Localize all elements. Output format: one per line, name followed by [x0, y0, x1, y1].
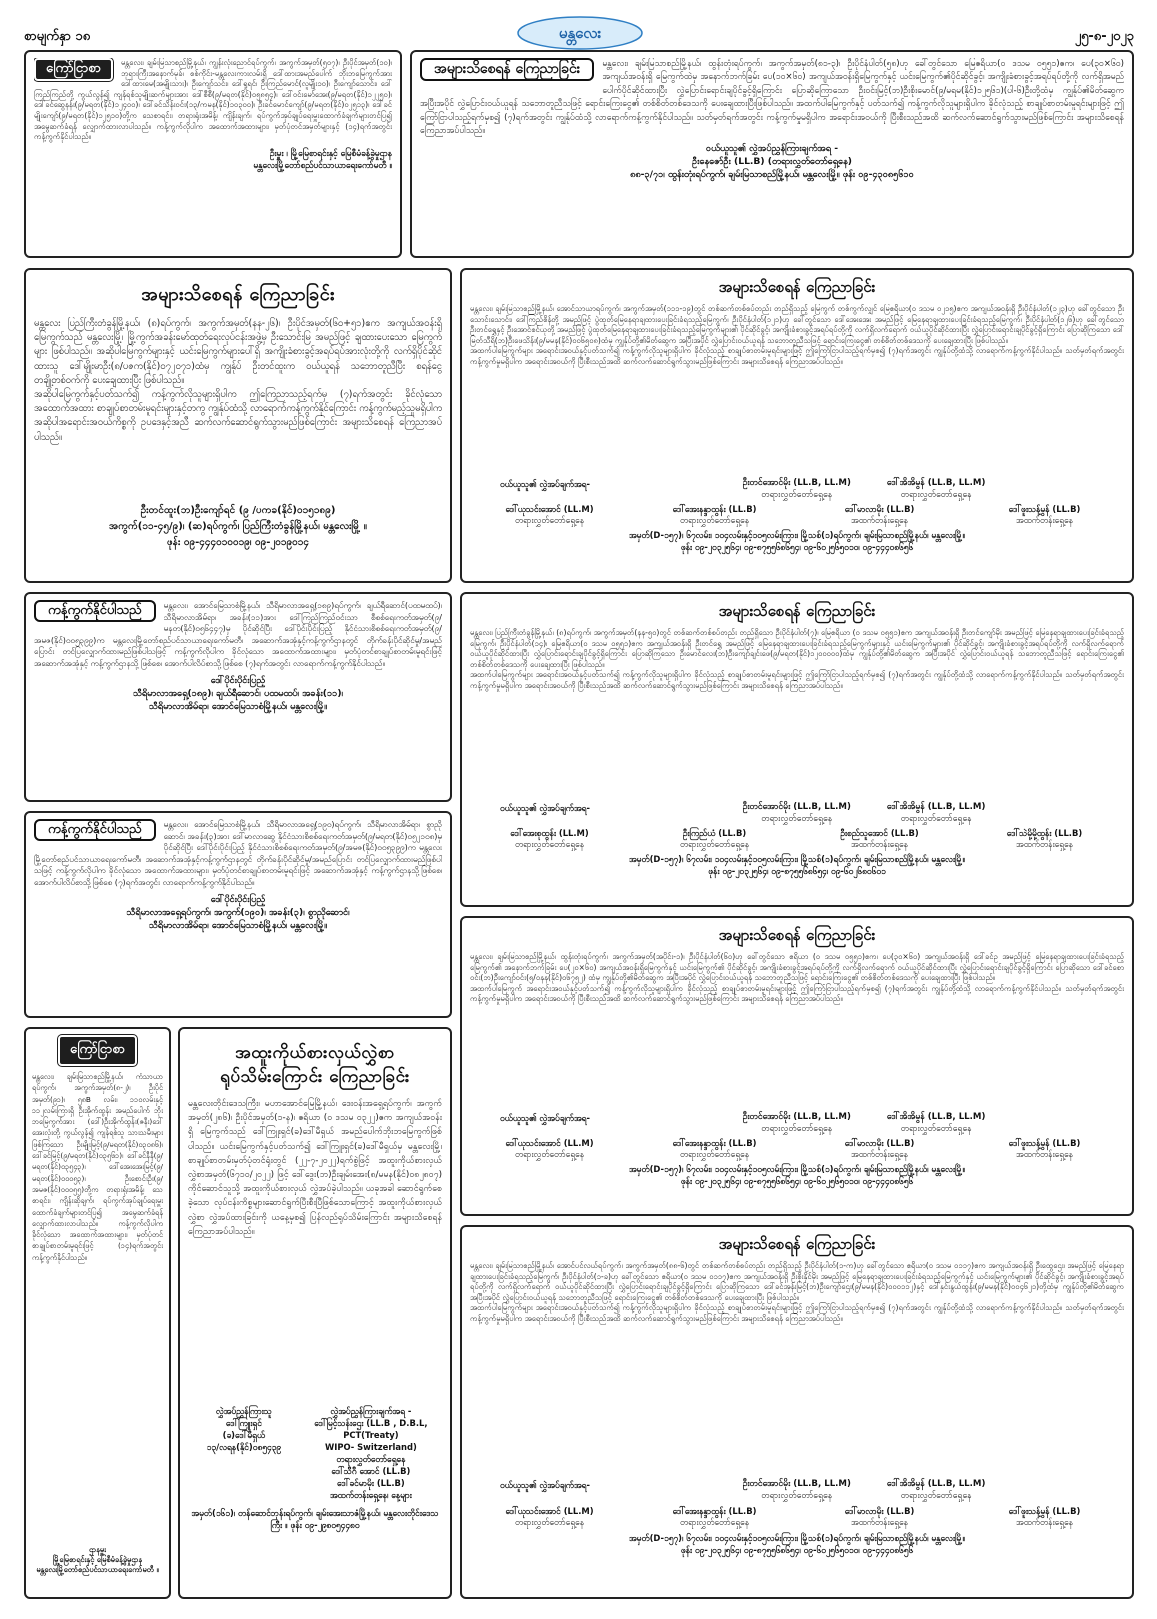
logo-text: မန္တလေး	[558, 24, 602, 42]
newspaper-logo	[516, 14, 644, 52]
notice-body: မန္တလေးတိုင်းဒေသကြီး၊ မဟာအောင်မြေမြို့နယ်၊ ဒေးဝန်းအရှေ့ရပ်ကွက်၊ အကွက်အမှတ်(၂၈၆)၊ ဦးပိုင်အမှတ်(၁-န)၊ ဧရိယာ (၀ ဒသမ ၀၃၂၂)ဧက အကျယ်အဝန်းရှိ မြေကွက်သည် ဒေါ်ကြူးရှင်(ခ)ဒေါ်မီရှယ် အမည်ပေါက်ဘိုးဘမြေကွက်ဖြစ်ပါသည်။ ယင်းမြေကွက်နှင့်ပတ်သက်၍ ဒေါ်ကြူးရှင်(ခ)ဒေါ်မီရှယ်မှ မန္တလေးမြို့၊ စာချုပ်စာတမ်းမှတ်ပုံတင်ရုံးတွင် (၂၂-၇-၂၀၂၂)ရက်စွဲဖြင့် အထူးကိုယ်စားလှယ်လွှဲစာအမှတ်(၆၇၁၀/၂၀၂၂) ဖြင့် ဒေါ်ဒွေး(ဘ)ဦးချမ်းအေး(၈/မမန(နိုင်)၀၈၂၈၀၇) ကိုင်ဆောင်သူသို့ အထူးကိုယ်စားလှယ် လွှဲအပ်ခဲ့ပါသည်။ ယခုအခါ ဆောင်ရွက်စေခဲ့သော လုပ်ငန်းကိစ္စများဆောင်ရွက်ပြီးစီးပြီဖြစ်သောကြောင့် အထူးကိုယ်စားလှယ်လွှဲစာ လွှဲအပ်ထားခြင်းကို ယနေ့မှစ၍ ပြန်လည်ရုပ်သိမ်းကြောင်း အများသိစေရန် ကြေညာအပ်ပါသည်။	[188, 1099, 442, 1237]
notice-signature-org: မန္တလေးမြို့တော်စည်ပင်သာယာရေးကော်မတီ ။	[253, 159, 392, 170]
notice-title: အများသိစေရန် ကြေညာခြင်း	[141, 284, 335, 305]
notice-public-announcement-2	[410, 50, 1134, 258]
signature-phone: ဖုန်း ၀၉-၄၄၄၀၁၀၀၁၉၊ ၀၉-၂၀၁၉၀၁၄	[166, 537, 310, 548]
lawyer-name: ဒေါ်ဖူးသန့်မွန် (LL.B)	[1008, 1506, 1081, 1516]
notice-signature-org: မန္တလေးမြို့တော်စည်ပင်သာယာရေးကော်မတီ ။	[36, 1565, 159, 1574]
lawyer-role: တရားလွှတ်တော်ရှေ့နေ	[761, 489, 833, 500]
lawyer-role: အထက်တန်းရှေ့နေ	[1016, 1149, 1073, 1159]
lawyer-name: ဦးတင်အောင်မိုး (LL.B, LL.M)	[742, 802, 851, 812]
lawyer-role: အထက်တန်းရှေ့နေ	[1016, 515, 1073, 525]
notice-body: မန္တလေး၊ ချမ်းမြသာစည်မြို့နယ်၊ အောင်သာယာရပ်ကွက်၊ အကွက်အမှတ်(၁၁၁-၁၉)တွင် တစ်ဆက်တစ်စပ်တည်း တည်ရှိသည့် မြေကွက် တစ်ကွက်လျှင် မြေဧရိယာ(၀ ဒသမ ၀၂၁၅)ဧက အကျယ်အဝန်းရှိ ဦးပိုင်နံပါတ်(၁၂၃)ဟု ခေါ်တွင်သော ဦးသောင်းသောင်း၊ ဒေါ်ကြည်စိန်တို့ အမည်ဖြင့် ပွဲထုတ်မြေနေရာချထားပေးခြင်းခံရသည့်မြေကွက်၊ ဦးပိုင်နံပါတ်(၁၂၁)ဟု ခေါ်တွင်သော ဒေါ်အေးအေး အမည်ဖြင့် မြေနေရာချထားပေးခြင်းခံရသည့်မြေကွက်၊ ဦးပိုင်နံပါတ်(၁၂၆)ဟု ခေါ်တွင်သော ဦးတင်ရွှေနှင့် ဦးအောင်စင်ယုတို့ အမည်ဖြင့် ပွဲထုတ်မြေနေရာချထားပေးခြင်းခံရသည့်မြေကွက်များ၏ ပိုင်ဆိုင်ခွင့်၊ အကျိုးခံစားခွင့်အရပ်ရပ်တို့ကို လက်ရှိလက်ရောက် ဝယ်ယူပိုင်ဆိုင်ထားပြီး လွှဲပြောင်းရောင်းချပိုင်ခွင့်ရှိကြောင်း ပြောဆိုကြသော ဒေါ်မြတ်သီရိ(ဘ)ဦးဖေသိန်း(၉/မမန(နိုင်)၀၀၆၅၀၈)ထံမှ ကျွန်ုပ်တို့၏မိတ်ဆွေက အပြီးအပိုင် လွှဲပြောင်းဝယ်ယူရန် သဘောတူညီသဖြင့် ရောင်းကြေးငွေ၏ တစ်စိတ်တစ်ဒေသကို ပေးချေထားပြီး ဖြစ်ပါသည်။ အထက်ပါမြေကွက်များ အရောင်းအဝယ်နှင့်ပတ်သက်၍ ကန့်ကွက်လိုသူများရှိပါက ခိုင်လုံသည့် စာချုပ်စာတမ်းမူရင်းများဖြင့် ဤကြော်ငြာပါသည့်ရက်မှစ၍ (၇)ရက်အတွင်း ကျွန်ုပ်တို့ထံသို့ လာရောက်ကန့်ကွက်နိုင်ပါသည်။ သတ်မှတ်ရက်အတွင်း ကန့်ကွက်မှုမရှိပါက အရောင်းအဝယ်ကို ပြီးစီးသည်အထိ ဆက်လက်ဆောင်ရွက်သွားမည်ဖြစ်ကြောင်း အများသိစေရန် ကြေညာအပ်ပါသည်။	[470, 304, 1124, 366]
notice-title: အများသိစေရန် ကြေညာခြင်း	[718, 278, 876, 296]
lawyer-role: တရားလွှတ်တော်ရှေ့နေ	[514, 1517, 585, 1527]
lawyer-role: တရားလွှတ်တော်ရှေ့နေ	[761, 1490, 833, 1501]
lawyer-name-2: ဒေါ်သီဂီ အောင် (LL.B)	[331, 1466, 411, 1476]
lawyer-name: ဒေါ်သဲမို့မို့ထွန်း (LL.B)	[1006, 828, 1083, 838]
lawyer-name: ဒေါ်မာလာမိုး (LL.B)	[844, 1506, 915, 1516]
lawyer-name: ဒေါ်အိအိမွန် (LL.B, LL.M)	[886, 802, 986, 812]
lawyer-name: ဒေါ်အေးစုထွန်း (LL.M)	[510, 828, 589, 838]
notice-body: မန္တလေး၊ ချမ်းမြသာစည်မြို့နယ်၊ ကျွန်းလုံးညောင်ရပ်ကွက်၊ အကွက်အမှတ်(၅၀၇)၊ ဦးပိုင်အမှတ်(၁၀)၊ ဘုရားကြီးအနောက်မုခ်၊ စစ်ကိုင်း-မန္တလေးကားလမ်းရှိ ဒေါ်ထားအမည်ပေါက် ဘိုးဘမြေကွက်အား ဒေါ်ထားမေ(အမျိုးသား)၊ ဦးကျော်သင်း၊ ဒေါ်ရှုရင်၊ ဦးကြည်မောင်(လူမျိုး၁၀)၊ ဦးကျော်သောင်း၊ ဒေါ်ကြည်ကြည်တို့ ကွယ်လွန်၍ ကျန်ရစ်သူမျိုးဆက်များအား ဒေါ်စီစီ(၉/မရတ(နိုင်)၀၅၈၅၄)၊ ဒေါ်ဝင်းမော်အေး(၉/မရတ(နိုင်)၁၂၂၅၀)၊ ဒေါ်ခင်ဆွေနန်း(၉/မရတ(နိုင်)၁၂၄၀၀)၊ ဒေါ်ခင်သိန်းဝင်း(၁၃/ကမန(နိုင်)၁၀၃၀၀)၊ ဦးခင်မောင်ကျော်(၉/မရတ(နိုင်)၀၂၅၁၃)၊ ဒေါ်ခင်မျိုးကျော်(၉/မရတ(နိုင်)၁၂၅၁၀)တို့က သေစာရင်း၊ တရားရုံးအမိန့်၊ ကျိန်းချက်၊ ရပ်ကွက်အုပ်ချုပ်ရေးမှူးထောက်ခံချက်များတင်ပြ၍ အမွေဆက်ခံရန် လျှောက်ထားလာပါသည်။ ကန့်ကွက်လိုပါက အထောက်အထားများ၊ မှတ်ပုံတင်အမှတ်များနှင့် (၁၄)ရက်အတွင်း ကန့်ကွက်နိုင်ပါသည်။	[34, 58, 392, 142]
office-address: အမှတ်(D-၁၅၇)၊ ၆၇လမ်း၊ ၁၀၄လမ်းနှင့်၁၀၅လမ်းကြား၊ မြို့သစ်(၁)ရပ်ကွက်၊ ချမ်းမြသာစည်မြို့နယ်၊ မန္တလေးမြို့။	[628, 530, 966, 540]
lawyer-name: ဒေါ်မာလာမိုး (LL.B)	[844, 1138, 915, 1148]
lawyer-name: ဒေါ်ယုသင်းအောင် (LL.M)	[505, 1506, 594, 1516]
signature-address-2: သီရိမာလာအိမ်ရာ၊ အောင်မြေသာစံမြို့နယ်၊ မန္တလေးမြို့။	[148, 919, 328, 931]
lawyer-role: တရားလွှတ်တော်ရှေ့နေ	[679, 1517, 750, 1527]
principal-id: ၁၃/လရန(နိုင်)၀၈၅၄၃၉	[206, 1442, 282, 1452]
page-header	[24, 18, 1134, 54]
lawyer-qualification-1: PCT(Treaty)	[343, 1430, 399, 1440]
notice-revocation-10	[178, 1027, 452, 1599]
lawyer-role: တရားလွှတ်တော်ရှေ့နေ	[679, 1149, 750, 1159]
lawyer-role-2: အထက်တန်းရှေ့နေ၊ နေ့များ	[329, 1490, 412, 1500]
notice-tag: ကြော်ငြာစာ	[58, 1035, 137, 1066]
lawyer-lead: လွှဲအပ်ညွှန်ကြားချက်အရ -	[330, 1406, 412, 1416]
lawyer-name: ဒေါ်အိအိမွန် (LL.B, LL.M)	[886, 1112, 986, 1122]
signature-lead: ဝယ်ယူသူ၏ လွှဲအပ်ချက်အရ-	[500, 1480, 590, 1490]
lawyer-name: ဒေါ်အေးနန္ဒာထွန်း (LL.B)	[672, 1138, 757, 1148]
notice-signature: ဌာနမှူး	[88, 1545, 107, 1554]
notice-public-announcement-8	[460, 916, 1134, 1216]
signature-address-1: သီရိမာလာအရှေ့(၁၈၉)၊ ချယ်ရီဆောင်၊ ပထမထပ်၊ အခန်း(၁၁)၊	[133, 687, 343, 699]
signature-address: ၈၈-၃/၇၁၊ ထွန်းတုံးရပ်ကွက်၊ ချမ်းမြသာစည်မြို့နယ်၊ မန္တလေးမြို့။ ဖုန်း ၀၉-၄၃၀၈၅၆၁၀	[630, 169, 914, 181]
lawyer-name: ဒေါ်ယုသင်းအောင် (LL.M)	[505, 504, 594, 514]
notice-body: မန္တလေး၊ အောင်မြေသာစံမြို့နယ်၊ သီရိမာလာအရှေ့(၁၉၀)ရပ်ကွက်၊ သီရိမာလာအိမ်ရာ၊ စွာညိုဆောင်၊ အခန်း(၃)အား ဒေါ်မာလာဆွေ နိုင်ငံသားစိစစ်ရေးကတ်အမှတ်(၉/မရတ(နိုင်)၀၅၂၁၀၈)မှ ပိုင်ဆိုင်ပြီး ဒေါ်ပိုင်းပိုင်းပြည့် နိုင်ငံသားစိစစ်ရေးကတ်အမှတ်(၉/အမဇ(နိုင်)၀၀၅၃၉၉)က မန္တလေးမြို့တော်စည်ပင်သာယာရေးကော်မတီ၊ အဆောက်အအုံနှင့်ကန့်ကွက်ဌာနတွင် တိုက်ခန်းပိုင်ဆိုင်မှု/အမည်ပြောင်း တင်ပြလျှောက်ထားမည်ဖြစ်ပါသဖြင့် ကန့်ကွက်လိုပါက ခိုင်လုံသော အထောက်အထားများ၊ မှတ်ပုံတင်စာချုပ်စာတမ်းမူရင်းဖြင့် အဆောက်အအုံနှင့် ကန့်ကွက်ဌာနသို့ဖြစ်စေ၊ အောက်ပါလိပ်စာသို့ဖြစ်စေ (၇)ရက်အတွင်း လာရောက်ကန့်ကွက်နိုင်ပါသည်။	[34, 819, 442, 887]
lawyer-role: တရားလွှတ်တော်ရှေ့နေ	[514, 515, 585, 525]
principal-lead: လွှဲအပ်ညွှန်ကြားသူ	[215, 1406, 272, 1416]
notice-title: အများသိစေရန် ကြေညာခြင်း	[718, 602, 876, 620]
principal-alias: (ခ)ဒေါ်မီရှယ်	[222, 1430, 266, 1440]
notice-public-announcement-4	[460, 268, 1134, 583]
signature-address: အကွက်(၁၁-၄၅/၉)၊ (ဆ)ရပ်ကွက်၊ ပြည်ကြီးတံခွန်မြို့နယ်၊ မန္တလေးမြို့ ။	[109, 521, 367, 532]
lawyer-name-3: ဒေါ်ခင်မာမိုး (LL.B)	[337, 1478, 405, 1488]
signature-lead: ဝယ်ယူသူ၏ လွှဲအပ်ညွှန်ကြားချက်အရ -	[705, 143, 839, 155]
office-address: အမှတ်(D-၁၅၇)၊ ၆၇လမ်း၊ ၁၀၄လမ်းနှင့်၁၀၅လမ်းကြား၊ မြို့သစ်(၁)ရပ်ကွက်၊ ချမ်းမြသာစည်မြို့နယ်၊ မန္တလေးမြို့။	[628, 1164, 966, 1174]
lawyer-name: ဒေါ်အေးနန္ဒာထွန်း (LL.B)	[672, 504, 757, 514]
signature-lead: ဝယ်ယူသူ၏ လွှဲအပ်ချက်အရ-	[500, 803, 590, 813]
issue-date: ၂၅-၈-၂၀၂၃	[1074, 29, 1134, 44]
principal-name: ဒေါ်ကြူးရှင်	[225, 1418, 262, 1428]
lawyer-name: ဒေါ်ဖူးသန့်မွန် (LL.B)	[1008, 504, 1081, 514]
signature-lead: ဝယ်ယူသူ၏ လွှဲအပ်ချက်အရ-	[500, 479, 590, 489]
lawyer-role: အထက်တန်းရှေ့နေ	[1016, 839, 1073, 849]
office-address: အမှတ်(D-၁၅၇)၊ ၆၇လမ်း၊ ၁၀၄လမ်းနှင့်၁၀၅လမ်းကြား၊ မြို့သစ်(၁)ရပ်ကွက်၊ ချမ်းမြသာစည်မြို့နယ်၊ မန္တလေးမြို့။	[628, 1533, 966, 1543]
notice-body: မန္တလေး၊ ချမ်းမြသာစည်မြို့နယ်၊ အောင်ပင်လယ်ရပ်ကွက်၊ အကွက်အမှတ်(၈၈-၆)တွင် တစ်ဆက်တစ်စပ်တည်း တည်ရှိသည့် ဦးပိုင်နံပါတ်(၁-က)ဟု ခေါ်တွင်သော ဧရိယာ(၀ ဒသမ ၀၁၁၇)ဧက အကျယ်အဝန်းရှိ ဦးထွေဌေး၊ အမည်ဖြင့် မြေနေရာချထားပေးခြင်းခံရသည့်မြေကွက်၊ ဦးပိုင်နံပါတ်(၁-ခ)ဟု ခေါ်တွင်သော ဧရိယာ(၀ ဒသမ ၀၁၁၇)ဧက အကျယ်အဝန်းရှိ ဦးစိုးနိုင်မိုး အမည်ဖြင့် မြေနေရာချထားပေးခြင်းခံရသည့်မြေကွက်နှင့် ယင်းမြေကွက်များ၏ ပိုင်ဆိုင်ခွင့်၊ အကျိုးခံစားခွင့်အရပ်ရပ်တို့ကို လက်ရှိလက်ရောက် ဝယ်ယူပိုင်ဆိုင်ထားပြီး လွှဲပြောင်းရောင်းချပိုင်ခွင့်ရှိကြောင်း ပြောဆိုကြသော ဒေါ်ခင်အုန်းမြင့်(ဘ)ဦးကျော်ဌေး(၉/မမန(နိုင်)၀၀၀၁၁၂)နှင့် ဒေါ်နှင်းနွယ်ထွန်း(၉/မမန(နိုင်)၀၀၄၆၂၁)တို့ထံမှ ကျွန်ုပ်တို့၏မိတ်ဆွေက အပြီးအပိုင် လွှဲပြောင်းဝယ်ယူရန် သဘောတူညီသဖြင့် ရောင်းကြေးငွေ၏ တစ်စိတ်တစ်ဒေသကို ပေးချေထားပြီး ဖြစ်ပါသည်။ အထက်ပါမြေကွက်များ အရောင်းအဝယ်နှင့်ပတ်သက်၍ ကန့်ကွက်လိုသူများရှိပါက ခိုင်လုံသည့် စာချုပ်စာတမ်းမူရင်းများဖြင့် ဤကြော်ငြာပါသည့်ရက်မှစ၍ (၇)ရက်အတွင်း ကျွန်ုပ်တို့ထံသို့ လာရောက်ကန့်ကွက်နိုင်ပါသည်။ သတ်မှတ်ရက်အတွင်း ကန့်ကွက်မှုမရှိပါက အရောင်းအဝယ်ကို ပြီးစီးသည်အထိ ဆက်လက်ဆောင်ရွက်သွားမည်ဖြစ်ကြောင်း အများသိစေရန် ကြေညာအပ်ပါသည်။	[470, 1261, 1124, 1323]
signature-address-1: သီရိမာလာအရှေ့ရပ်ကွက်၊ အကွက်(၁၉၀)၊ အခန်း(၃)၊ စွာညိုဆောင်၊	[126, 906, 350, 918]
lawyer-role: တရားလွှတ်တော်ရှေ့နေ	[336, 1454, 406, 1464]
lawyer-name: ဒေါ်ဖူးသန့်မွန် (LL.B)	[1008, 1138, 1081, 1148]
signature-name: ဦးနေဇော်ဦး (LL.B) (တရားလွှတ်တော်ရှေ့နေ)	[691, 156, 852, 168]
lawyer-role: တရားလွှတ်တော်ရှေ့နေ	[900, 489, 972, 500]
signature-address-2: သီရိမာလာအိမ်ရာ၊ အောင်မြေသာစံမြို့နယ်၊ မန္တလေးမြို့။	[148, 700, 328, 712]
lawyer-role: တရားလွှတ်တော်ရှေ့နေ	[761, 813, 833, 824]
notice-signature-dept: မြို့မြေစာရင်းနှင့် မြေစီမံခန့်ခွဲမှုဌာန	[52, 1555, 143, 1564]
lawyer-role: တရားလွှတ်တော်ရှေ့နေ	[514, 1149, 585, 1159]
office-phone: ဖုန်း ၀၉-၂၀၃၂၅၆၄၊ ၀၉-၈၇၅၅၆၈၆၅၄၊ ၀၉-၆၀၂၅၆၅၀၁၀၊ ၀၉-၄၄၄၀၈၆၅၆	[680, 1176, 914, 1186]
notice-body: မန္တလေး၊ ချမ်းမြသာစည်မြို့နယ်၊ ထွန်းတုံးရပ်ကွက်၊ အကွက်အမှတ်(၈၁-၃)၊ ဦးပိုင်နံပါတ်(၅၈)ဟု ခေါ်တွင်သော မြေဧရိယာ(၀ ဒသမ ၀၅၅၁)ဧက၊ ပေ(၃၀×၆၀) အကျယ်အဝန်းရှိ မြေကွက်ထဲမှ အနောက်ဘက်ခြမ်း ပေ(၁၀×၆၀) အကျယ်အဝန်းရှိမြေကွက်နှင့် ယင်းမြေကွက်၏ပိုင်ဆိုင်ခွင့်၊ အကျိုးခံစားခွင့်အရပ်ရပ်တို့ကို လက်ရှိအမည်ပေါက်ပိုင်ဆိုင်ထားပြီး လွှဲပြောင်းရောင်းချပိုင်ခွင့်ရှိကြောင်း ပြောဆိုကြောသော ဦးဝင်းမြင့်(ဘ)ဦးစိုးမောင်(၉/မရမ(နိုင်)၁၂၅၆၁)(ပါ-၆)ဦးတို့ထံမှ ကျွန်ုပ်၏မိတ်ဆွေက အပြီးအပိုင် လွှဲပြောင်းဝယ်ယူရန် သဘောတူညီသဖြင့် ရောင်းကြေးငွေ၏ တစ်စိတ်တစ်ဒေသကို ပေးချေထားပြီးဖြစ်ပါသည်။ အထက်ပါမြေကွက်နှင့် ပတ်သက်၍ ကန့်ကွက်လိုသူများရှိပါက ခိုင်လုံသည့် စာချုပ်စာတမ်းမူရင်းများဖြင့် ဤကြော်ငြာပါသည့်ရက်မှစ၍ (၇)ရက်အတွင်း ကျွန်ုပ်ထံသို့ လာရောက်ကန့်ကွက်နိုင်ပါသည်။ သတ်မှတ်ရက်အတွင်း ကန့်ကွက်မှုမရှိပါက အရောင်းအဝယ်ကို ပြီးစီးသည်အထိ ဆက်လက်ဆောင်ရွက်သွားမည်ဖြစ်ကြောင်း အများသိစေရန် ကြေညာအပ်ပါသည်။	[420, 59, 1124, 137]
notice-tag: ကန့်ကွက်နိုင်ပါသည်	[34, 819, 156, 841]
lawyer-name: ဦးစည်သူအောင် (LL.B)	[840, 828, 919, 838]
office-phone: ဖုန်း ၀၉-၂၀၃၂၅၆၄၊ ၀၉-၈၇၅၅၆၈၆၅၄၊ ၀၉-၆၀၂၅၆၅၀၁၀၊ ၀၉-၄၄၄၀၈၆၅၆	[680, 1545, 914, 1555]
lawyer-name: ဦးတင်အောင်မိုး (LL.B, LL.M)	[742, 478, 851, 488]
lawyer-role: တရားလွှတ်တော်ရှေ့နေ	[679, 839, 750, 849]
signature-lead: ဝယ်ယူသူ၏ လွှဲအပ်ချက်အရ-	[500, 1113, 590, 1123]
lawyer-role: တရားလွှတ်တော်ရှေ့နေ	[900, 1490, 972, 1501]
notice-signature: ဦးမှူး ၊ မြို့မြေစာရင်းနှင့် မြေစီမံခန့်ခွဲမှုဌာန	[269, 147, 392, 158]
notice-title: အများသိစေရန် ကြေညာခြင်း	[718, 926, 876, 944]
lawyer-role: အထက်တန်းရှေ့နေ	[851, 1517, 908, 1527]
lawyer-name: ဒေါ်အိအိမွန် (LL.B, LL.M)	[886, 1479, 986, 1489]
lawyer-role: တရားလွှတ်တော်ရှေ့နေ	[900, 1123, 972, 1134]
notice-body: မန္တလေး၊ ချမ်းမြသာစည်မြို့နယ်၊ ထွန်းတုံးရပ်ကွက်၊ အကွက်အမှတ်(အပိုင်း-၁)၊ ဦးပိုင်နံပါတ်(၆၀)ဟု ခေါ်တွင်သော ဧရိယာ (၀ ဒသမ ၀၅၅၁)ဧက၊ ပေ(၃၀×၆၀) အကျယ်အဝန်းရှိ ဒေါ်ခင်ဥ အမည်ဖြင့် မြေနေရာချထားပေးခြင်းခံရသည့် မြေကွက်၏ အနောက်ဘက်ခြမ်း ပေ(၂၀×၆၀) အကျယ်အဝန်းရှိမြေကွက်နှင့် ယင်းမြေကွက်၏ ပိုင်ဆိုင်ခွင့်၊ အကျိုးခံစားခွင့်အရပ်ရပ်တို့ကို လက်ရှိလက်ရောက် ဝယ်ယူပိုင်ဆိုင်ထားပြီး လွှဲပြောင်းရောင်းချပိုင်ခွင့်ရှိကြောင်း ပြောဆိုသော ဒေါ်ခင်စောဝင်း(ဘ)ဦးကျော်ဝင်း(၅/ဝနန(နိုင်)၀၆၇၅၂) ထံမှ ကျွန်ုပ်တို့၏မိတ်ဆွေက အပြီးအပိုင် လွှဲပြောင်းဝယ်ယူရန် သဘောတူညီသဖြင့် ရောင်းကြေးငွေ၏ တစ်စိတ်တစ်ဒေသကို ပေးချေထားပြီး ဖြစ်ပါသည်။ အထက်ပါမြေကွက် အရောင်းအဝယ်နှင့်ပတ်သက်၍ ကန့်ကွက်လိုသူများရှိပါက ခိုင်လုံသည့် စာချုပ်စာတမ်းမူရင်းများဖြင့် ဤကြော်ငြာပါသည့်ရက်မှစ၍ (၇)ရက်အတွင်း ကျွန်ုပ်တို့ထံသို့ လာရောက်ကန့်ကွက်နိုင်ပါသည်။ သတ်မှတ်ရက်အတွင်း ကန့်ကွက်မှုမရှိပါက အရောင်းအဝယ်ကို ပြီးစီးသည်အထိ ဆက်လက်ဆောင်ရွက်သွားမည်ဖြစ်ကြောင်း အများသိစေရန် ကြေညာအပ်ပါသည်။	[470, 952, 1124, 1004]
signature-name: ဒေါ်ပိုင်းပိုင်းပြည့်	[210, 674, 266, 686]
lawyer-role: တရားလွှတ်တော်ရှေ့နေ	[761, 1123, 833, 1134]
notice-title-line-2: ရုပ်သိမ်းကြောင်း ကြေညာခြင်း	[220, 1067, 410, 1087]
notice-tag: အများသိစေရန် ကြေညာခြင်း	[420, 58, 594, 81]
notice-tag: ကန့်ကွက်နိုင်ပါသည်	[34, 600, 156, 622]
notice-title-line-1: အထူးကိုယ်စားလှယ်လွှဲစာ	[235, 1043, 395, 1063]
signature-name: ဦးတင်ထူး(ဘ)ဦးကျော်ရင် (၉ /ပကခ(နိုင်)၀၁၅၁၈၉)	[140, 505, 336, 516]
notice-body: မန္တလေး၊ ပြည်ကြီးတံခွန်မြို့နယ်၊ (၈)ရပ်ကွက်၊ အကွက်အမှတ်(နန-၅၀)တွင် တစ်ဆက်တစ်စပ်တည်း တည်ရှိသော ဦးပိုင်နံပါတ်(၇)၊ မြေဧရိယာ (၀ ဒသမ ၀၅၅၁)ဧက အကျယ်အဝန်းရှိ ဦးတင်ကျော်မိုး အမည်ဖြင့် မြေနေရာချထားပေးခြင်းခံရသည့်မြေကွက်၊ ဦးပိုင်နံပါတ်(၁၄)၊ မြေဧရိယာ(၀ ဒသမ ၀၅၅၁)ဧက အကျယ်အဝန်းရှိ ဦးတင်ရွှေ အမည်ဖြင့် မြေနေရာချထားပေးခြင်းခံရသည့်မြေကွက်များနှင့် ယင်းမြေကွက်များ၏ ပိုင်ဆိုင်ခွင့်၊ အကျိုးခံစားခွင့်အရပ်ရပ်တို့ကို လက်ရှိလက်ရောက် ဝယ်ယူပိုင်ဆိုင်ထားပြီး လွှဲပြောင်းရောင်းချပိုင်ခွင့်ရှိကြောင်း ပြောဆိုကြသော ဦးမောင်လေး(ဘ)ဦးကျော်ချင်းဖေ(၉/မရတ(နိုင်)၁၂၀၀၀၀၀)ထံမှ ကျွန်ုပ်တို့၏မိတ်ဆွေက အပြီးအပိုင် လွှဲပြောင်းဝယ်ယူရန် သဘောတူညီသဖြင့် ရောင်းကြေးငွေ၏ တစ်စိတ်တစ်ဒေသကို ပေးချေထားပြီး ဖြစ်ပါသည်။ အထက်ပါမြေကွက်များ အရောင်းအဝယ်နှင့်ပတ်သက်၍ ကန့်ကွက်လိုသူများရှိပါက ခိုင်လုံသည့် စာချုပ်စာတမ်းမူရင်းများဖြင့် ဤကြော်ငြာပါသည့်ရက်မှစ၍ (၇)ရက်အတွင်း ကျွန်ုပ်တို့ထံသို့ လာရောက်ကန့်ကွက်နိုင်ပါသည်။ သတ်မှတ်ရက်အတွင်း ကန့်ကွက်မှုမရှိပါက အရောင်းအဝယ်ကို ပြီးစီးသည်အထိ ဆက်လက်ဆောင်ရွက်သွားမည်ဖြစ်ကြောင်း အများသိစေရန် ကြေညာအပ်ပါသည်။	[470, 628, 1124, 690]
notice-tag: ကြော်ငြာစာ	[34, 58, 113, 81]
notice-public-announcement-6	[460, 592, 1134, 907]
lawyer-name: ဒေါ်မာလာမိုး (LL.B)	[844, 504, 915, 514]
lawyer-name: ဦးကြည်ယံ (LL.B)	[682, 828, 747, 838]
lawyer-qualification-2: WIPO- Switzerland)	[324, 1442, 417, 1452]
notice-title: အများသိစေရန် ကြေညာခြင်း	[718, 1235, 876, 1253]
lawyer-name: ဒေါ်အေးနန္ဒာထွန်း (LL.B)	[672, 1506, 757, 1516]
office-address: အမှတ်(၁၆၁)၊ တန်ဆောင်ဘုန်းရပ်ကွက်၊ ချမ်းအေးသာဇံမြို့နယ်၊ မန္တလေးတိုင်းဒေသကြီး ။ ဖုန်း ၀၉-၂၉၈၀၅၄၄၈၀	[191, 1508, 439, 1530]
lawyer-role: တရားလွှတ်တော်ရှေ့နေ	[900, 813, 972, 824]
lawyer-role: တရားလွှတ်တော်ရှေ့နေ	[679, 515, 750, 525]
notice-public-announcement-11	[460, 1225, 1134, 1599]
office-address: အမှတ်(D-၁၅၇)၊ ၆၇လမ်း၊ ၁၀၄လမ်းနှင့်၁၀၅လမ်းကြား၊ မြို့သစ်(၁)ရပ်ကွက်၊ ချမ်းမြသာစည်မြို့နယ်၊ မန္တလေးမြို့။	[628, 854, 966, 864]
signature-name: ဒေါ်ပိုင်းပိုင်းပြည့်	[210, 893, 266, 905]
lawyer-name: ဦးတင်အောင်မိုး (LL.B, LL.M)	[742, 1479, 851, 1489]
lawyer-name: ဦးတင်အောင်မိုး (LL.B, LL.M)	[742, 1112, 851, 1122]
lawyer-role: အထက်တန်းရှေ့နေ	[1016, 1517, 1073, 1527]
lawyer-role: အထက်တန်းရှေ့နေ	[851, 839, 908, 849]
notice-public-announcement-3	[24, 268, 452, 583]
notice-obituary-9	[24, 1027, 171, 1599]
notice-objection-5	[24, 592, 452, 802]
notice-body: မန္တလေး၊ အောင်မြေသာစံမြို့နယ်၊ သီရိမာလာအရှေ့(၁၈၉)ရပ်ကွက်၊ ချယ်ရီဆောင်(ပထမထပ်)၊ သီရိမာလာအိမ်ရာ၊ အခန်း(၁၁)အား ဒေါ်ကြည်ကြည်ဝင်းသာ စီစစ်ရေးကတ်အမှတ်(၉/မနတ(နိုင်)၀၅၆၄၄၇)မှ ပိုင်ဆိုင်ပြီး ဒေါ်ပိုင်းပိုင်းပြည့် နိုင်ငံသားစိစစ်ရေးကတ်အမှတ်(၉/အမဇ(နိုင်)၀၀၅၃၉၉)က မန္တလေးမြို့တော်စည်ပင်သာယာရေးကော်မတီ၊ အဆောက်အအုံနှင့်ကန့်ကွက်ဌာနတွင် တိုက်ခန်းပိုင်ဆိုင်မှု/အမည်ပြောင်း တင်ပြလျှောက်ထားမည်ဖြစ်ပါသဖြင့် ကန့်ကွက်လိုပါက ခိုင်လုံသော အထောက်အထားများ၊ မှတ်ပုံတင်စာချုပ်စာတမ်းမူရင်းဖြင့် အဆောက်အအုံနှင့် ကန့်ကွက်ဌာနသို့ ဖြစ်စေ၊ အောက်ပါလိပ်စာသို့ဖြစ်စေ (၇)ရက်အတွင်း လာရောက်ကန့်ကွက်နိုင်ပါသည်။	[34, 600, 442, 668]
page-number-label: စာမျက်နှာ ၁၈	[24, 29, 91, 44]
notice-body: မန္တလေး ပြည်ကြီးတံခွန်မြို့နယ်၊ (၈)ရပ်ကွက်၊ အကွက်အမှတ်(နန-၂၆)၊ ဦးပိုင်အမှတ်(၆၀+၅၁)ဧက အကျယ်အဝန်းရှိ မြေကွက်သည် မန္တလေးမြို့၊ မြို့ကွက်အခန်းမော်ထုတ်ရေးလုပ်ငန်းအဖွဲ့မှ ဦးသောင်းမြ အမည်ဖြင့် ချထားပေးသော မြေကွက်များ ဖြစ်ပါသည်။ အဆိုပါမြေကွက်များနှင့် ယင်းမြေကွက်များပေါ်ရှိ အကျိုးခံစားခွင့်အရပ်ရပ်အားလုံးတို့ကို လက်ရှိပိုင်ဆိုင်ထားသူ ဒေါ်မျိုးမာဦး(၈/ပဇက(နိုင်)၀၇၂၀၇၁)ထံမှ ကျွန်ုပ် ဦးတင်ထူးက ဝယ်ယူရန် သဘောတူညီပြီး စရန်ငွေ တချို့တစ်ဝက်ကို ပေးချေထားပြီး ဖြစ်ပါသည်။ အဆိုပါမြေကွက်နှင့်ပတ်သက်၍ ကန့်ကွက်လိုသူများရှိပါက ဤကြေညာသည့်ရက်မှ (၇)ရက်အတွင်း ခိုင်လုံသော အထောက်အထား စာချုပ်စာတမ်းမူရင်းများနှင့်တကွ ကျွန်ုပ်ထံသို့ လာရောက်ကန့်ကွက်နိုင်ကြောင်း ကန့်ကွက်မည့်သူမရှိပါက အဆိုပါအရောင်းအဝယ်ကိစ္စကို ဥပဒေနှင့်အညီ ဆက်လက်ဆောင်ရွက်သွားမည်ဖြစ်ကြောင်း အများသိစေရန် ကြေညာအပ်ပါသည်။	[34, 318, 442, 443]
notice-objection-7	[24, 811, 452, 1018]
lawyer-name: ဒေါ်မြင့်သန်းဌေး (LL.B , D.B.L,	[314, 1418, 428, 1428]
office-phone: ဖုန်း ၀၉-၂၀၃၂၅၆၄၊ ၀၉-၈၇၅၅၆၈၆၅၄၊ ၀၉-၆၀၂၅၆၅၀၁၀၊ ၀၉-၄၄၄၀၈၆၅၆	[680, 542, 914, 552]
lawyer-role: အထက်တန်းရှေ့နေ	[851, 515, 908, 525]
lawyer-name: ဒေါ်အိအိမွန် (LL.B, LL.M)	[886, 478, 986, 488]
notice-body: မန္တလေး၊ ချမ်းမြသာစည်မြို့နယ်၊ ကံသာယာရပ်ကွက်၊ အကွက်အမှတ်(၈-၂)၊ ဦးပိုင်အမှတ်(၉၁)၊ ၅၈B လမ်း၊ ၁၁၀လမ်းနှင့် ၁၁၂လမ်းကြားရှိ ဦးအိုက်ထွန်း အမည်ပေါက် ဘိုးဘမြေကွက်အား (ဒေါ်)ဦးအိုက်ထွန်း(ဇနီး)ဒေါ်အေးလုံးတို့ ကွယ်လွန်၍ ကျန်ရစ်သူ သားသမီးများဖြစ်ကြသော ဦးမျိုးမြင့်(၉/မရတ(နိုင်)၀၃၀၈၆)၊ ဒေါ်ခင်မြင့်(၉/မရတ(နိုင်)၀၃၅၆၁)၊ ဒေါ်ခင်နီနီ(၉/မရတ(နိုင်)၀၃၅၄၃)၊ ဒေါ်အေးအေးမြင့်(၉/မရတ(နိုင်)၀၀၀၅၃)၊ ဦးစောင်းဦး(၉/အမဇ(နိုင်)၀၀၀၅၅)တို့က တရားရုံးအမိန့်၊ သေစာရင်း၊ ကျိန်းဆိုချက်၊ ရပ်ကွက်အုပ်ချုပ်ရေးမှူးထောက်ခံချက်များတင်ပြ၍ အမွေဆက်ခံရန် လျှောက်ထားလာပါသည်။ ကန့်ကွက်လိုပါက ခိုင်လုံသော အထောက်အထားများ၊ မှတ်ပုံတင်စာချုပ်စာတမ်းမူရင်းဖြင့် (၁၄)ရက်အတွင်း ကန့်ကွက်နိုင်ပါသည်။	[32, 1072, 163, 1262]
lawyer-name: ဒေါ်ယုသင်းအောင် (LL.M)	[505, 1138, 594, 1148]
lawyer-role: အထက်တန်းရှေ့နေ	[851, 1149, 908, 1159]
office-phone: ဖုန်း ၀၉-၂၀၃၂၅၆၄၊ ၀၉-၈၇၅၅၆၈၆၅၄၊ ၀၉-၆၀၂၆၈၀၆၀၁	[708, 866, 886, 876]
lawyer-role: တရားလွှတ်တော်ရှေ့နေ	[514, 839, 585, 849]
notice-obituary-1	[24, 50, 402, 258]
